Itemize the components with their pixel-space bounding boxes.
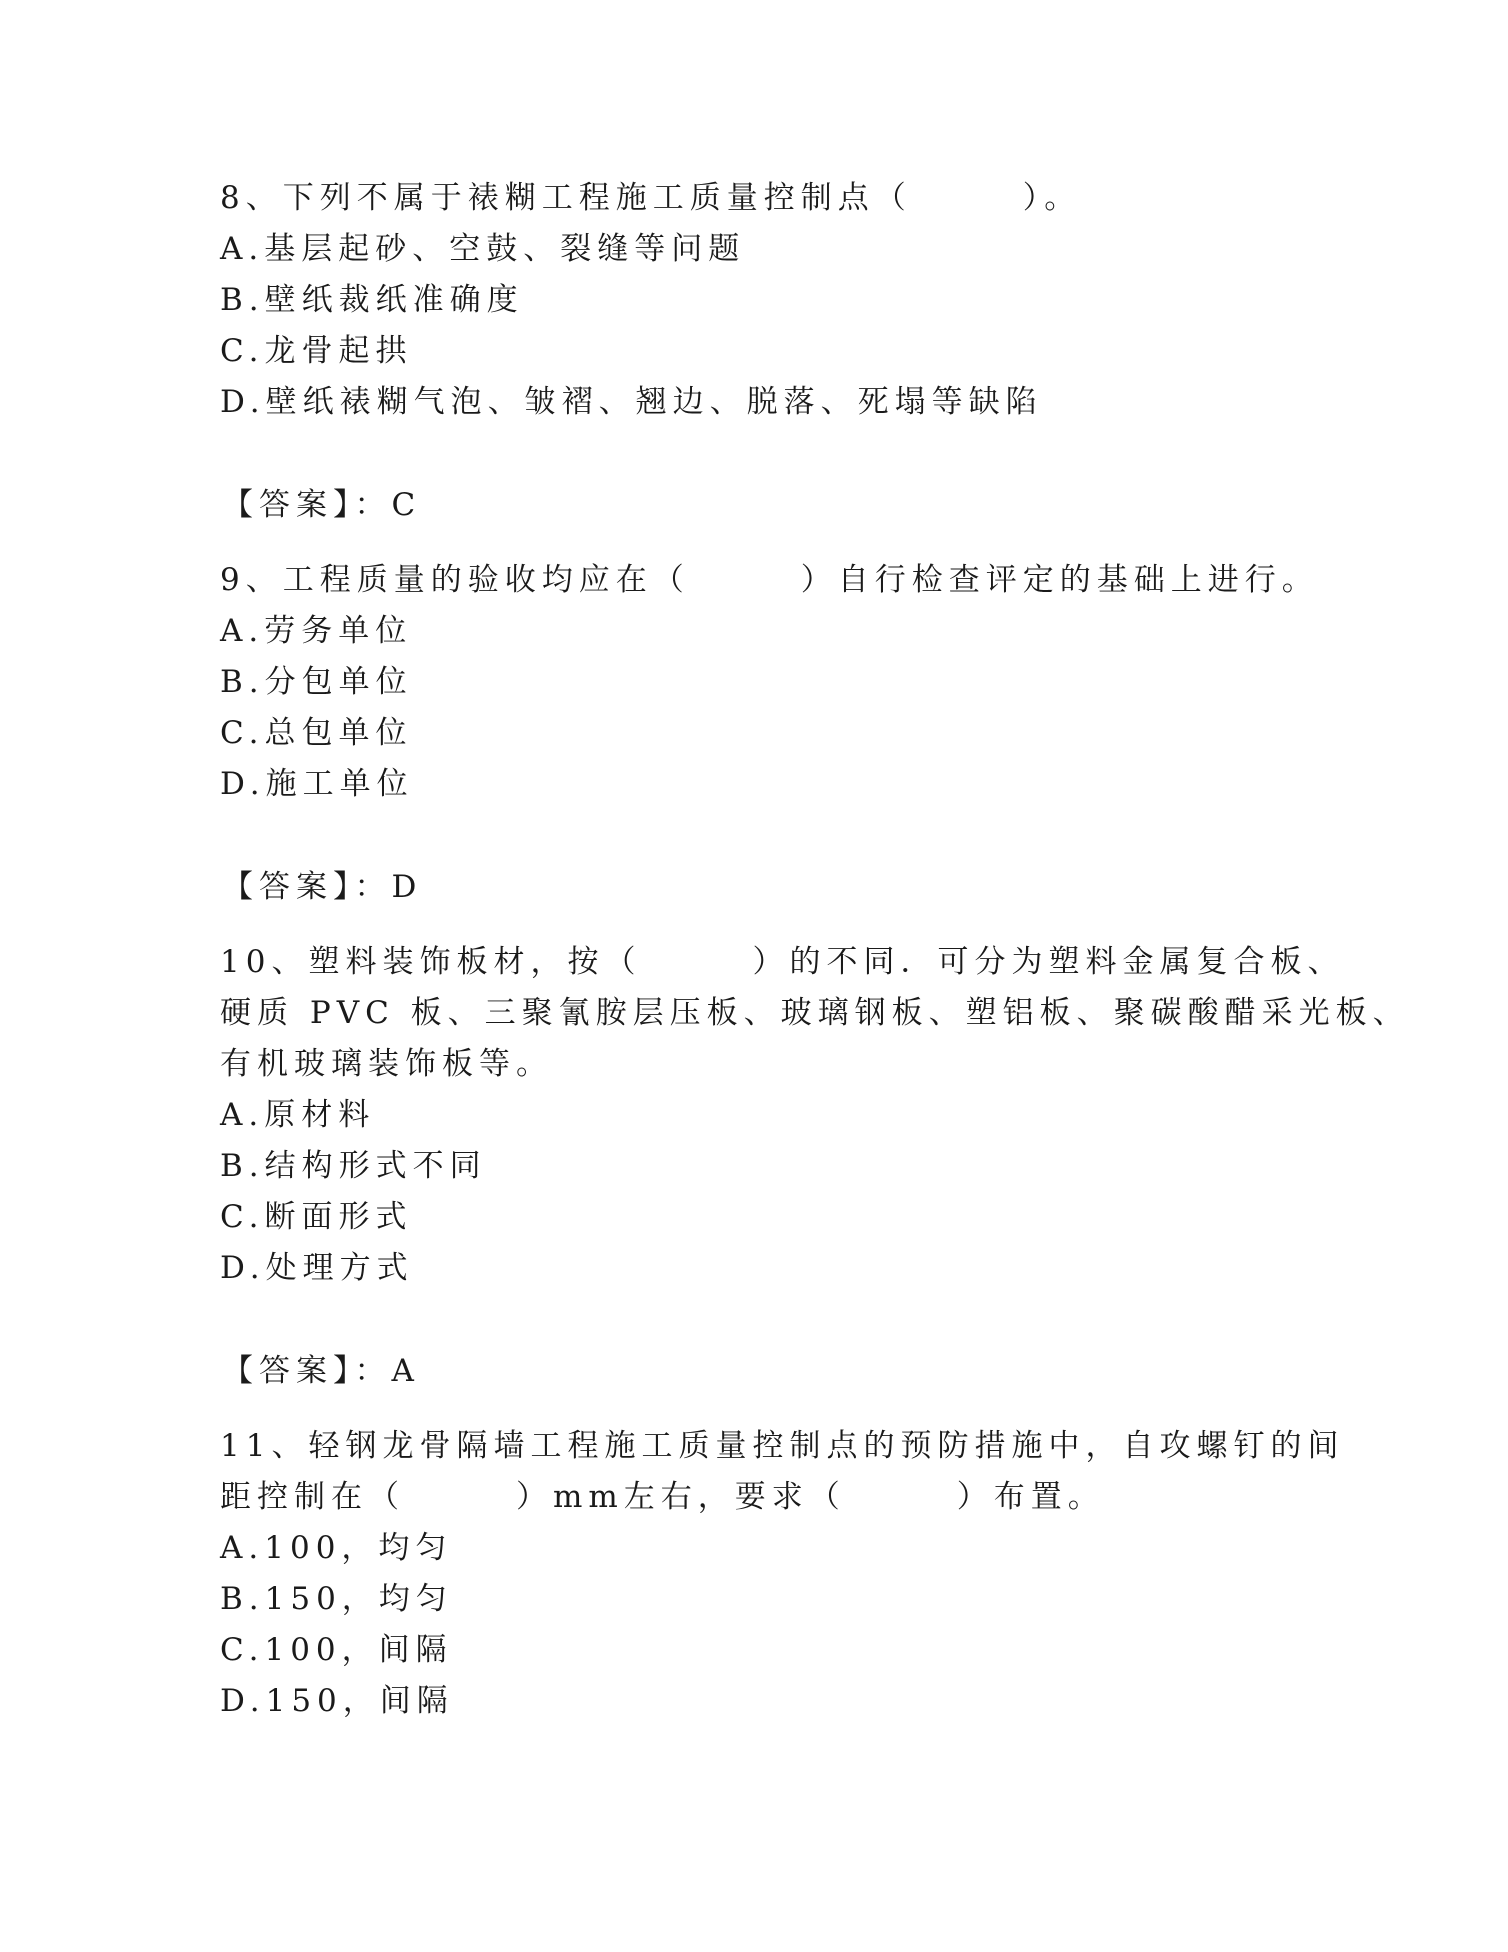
question-10-stem-line-3: 有机玻璃装饰板等。: [220, 1046, 553, 1082]
question-10-stem-line-2: 硬质 PVC 板、三聚氰胺层压板、玻璃钢板、塑铝板、聚碳酸醋采光板、: [220, 995, 1410, 1031]
question-9-option-c: C.总包单位: [220, 715, 413, 751]
question-9-option-b: B.分包单位: [220, 664, 413, 700]
question-11-stem-line-1: 11、轻钢龙骨隔墙工程施工质量控制点的预防措施中，自攻螺钉的间: [220, 1428, 1345, 1464]
question-9-option-d: D.施工单位: [220, 766, 414, 802]
question-11-option-b: B.150，均匀: [220, 1581, 453, 1617]
question-11-option-d: D.150，间隔: [220, 1683, 454, 1719]
question-10-option-b: B.结构形式不同: [220, 1148, 487, 1184]
question-8-stem: 8、下列不属于裱糊工程施工质量控制点（ ）。: [220, 180, 1082, 216]
question-10-answer: 【答案】：A: [222, 1353, 420, 1389]
question-9-stem: 9、工程质量的验收均应在（ ）自行检查评定的基础上进行。: [220, 562, 1319, 598]
question-8-option-a: A.基层起砂、空鼓、裂缝等问题: [220, 231, 746, 267]
question-9-option-a: A.劳务单位: [220, 613, 413, 649]
question-8-option-c: C.龙骨起拱: [220, 333, 413, 369]
question-8-option-d: D.壁纸裱糊气泡、皱褶、翘边、脱落、死塌等缺陷: [220, 384, 1043, 420]
question-8-answer: 【答案】：C: [222, 487, 422, 523]
question-10-option-a: A.原材料: [220, 1097, 376, 1133]
question-11-option-c: C.100，间隔: [220, 1632, 453, 1668]
question-11-stem-line-2: 距控制在（ ）mm左右，要求（ ）布置。: [220, 1479, 1105, 1515]
question-8-option-b: B.壁纸裁纸准确度: [220, 282, 524, 318]
question-9-answer: 【答案】：D: [222, 869, 423, 905]
question-10-option-c: C.断面形式: [220, 1199, 413, 1235]
question-10-option-d: D.处理方式: [220, 1250, 414, 1286]
question-11-option-a: A.100，均匀: [220, 1530, 453, 1566]
question-10-stem-line-1: 10、塑料装饰板材，按（ ）的不同．可分为塑料金属复合板、: [220, 944, 1345, 980]
